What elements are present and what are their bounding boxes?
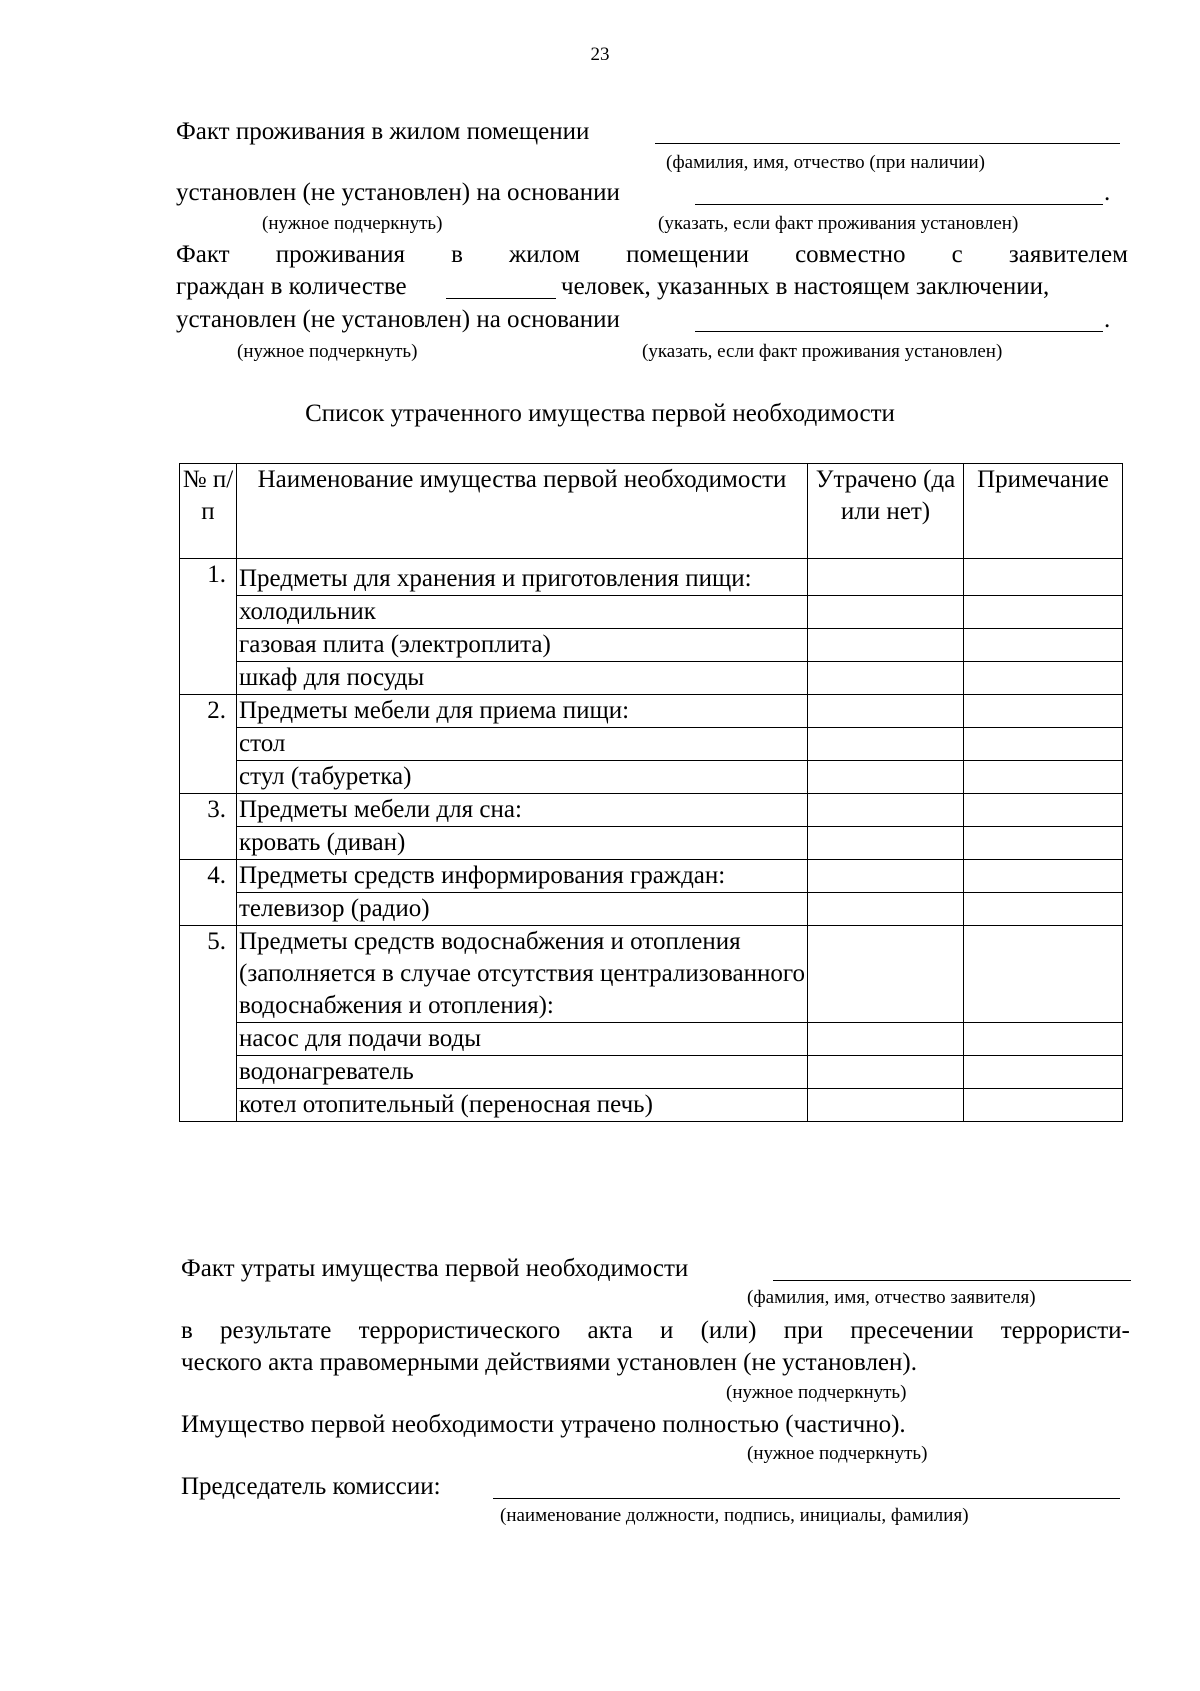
word: пресечении [850,1317,974,1344]
table-row [180,596,1123,629]
item-name: насос для подачи воды [237,1023,808,1056]
word: акта [587,1317,633,1344]
lost-cell[interactable] [808,695,964,728]
basis-blank-2[interactable] [695,331,1103,332]
residence-fact-line: Факт проживания в жилом помещении [176,118,590,145]
underline-hint-3: (нужное подчеркнуть) [726,1382,907,1403]
underline-hint-1: (нужное подчеркнуть) [262,213,443,234]
lost-cell[interactable] [808,596,964,629]
citizens-count-label: граждан в количестве [176,273,407,300]
row-number: 4. [180,860,237,893]
row-number [180,893,237,926]
basis-blank-1[interactable] [695,204,1103,205]
table-row [180,794,1123,827]
item-name: водонагреватель [237,1056,808,1089]
word: террористического [358,1317,561,1344]
count-blank[interactable] [446,298,556,299]
basis-hint-2: (указать, если факт проживания установлен) [642,341,1003,362]
lost-cell[interactable] [808,662,964,695]
table-row [180,860,1123,893]
word: Факт [176,241,230,268]
table-row [180,629,1123,662]
name-blank[interactable] [655,143,1120,144]
table-row [180,1089,1123,1122]
page-number: 23 [590,44,610,65]
basis-hint-1: (указать, если факт проживания установлен) [658,213,1019,234]
word: проживания [275,241,405,268]
row-number [180,1056,237,1089]
table-row [180,1023,1123,1056]
row-number: 5. [180,926,237,1023]
note-cell[interactable] [964,1089,1123,1122]
word: заявителем [1008,241,1128,268]
table-row [180,695,1123,728]
lost-cell[interactable] [808,728,964,761]
row-number: 2. [180,695,237,728]
chairman-blank[interactable] [493,1498,1120,1499]
row-number [180,1023,237,1056]
row-number [180,629,237,662]
item-name: кровать (диван) [237,827,808,860]
period-2: . [1104,306,1111,333]
word: совместно [795,241,906,268]
terror-act-line-2: ческого акта правомерными действиями установлен (не установлен). [181,1349,917,1376]
lost-cell[interactable] [808,559,964,596]
cohabitants-line [176,240,1128,270]
header-note: Примечание [964,464,1123,559]
item-name: холодильник [237,596,808,629]
note-cell[interactable] [964,794,1123,827]
note-cell[interactable] [964,860,1123,893]
lost-cell[interactable] [808,761,964,794]
table-row [180,761,1123,794]
table-title: Список утраченного имущества первой необходимости [305,400,895,427]
underline-hint-2: (нужное подчеркнуть) [237,341,418,362]
item-name: Предметы средств информирования граждан: [237,860,808,893]
established-basis-line: установлен (не установлен) на основании [176,179,620,206]
item-name: Предметы средств водоснабжения и отопления (заполняется в случае отсутствия централизованного водоснабжения и отопления): [237,926,808,1023]
underline-hint-4: (нужное подчеркнуть) [747,1443,928,1464]
item-name: Предметы мебели для сна: [237,794,808,827]
table-row [180,827,1123,860]
note-cell[interactable] [964,728,1123,761]
note-cell[interactable] [964,596,1123,629]
note-cell[interactable] [964,1056,1123,1089]
note-cell[interactable] [964,1023,1123,1056]
lost-cell[interactable] [808,1023,964,1056]
header-number: № п/п [180,464,237,559]
word: результате [220,1317,332,1344]
lost-cell[interactable] [808,893,964,926]
word: жилом [509,241,581,268]
table-row [180,728,1123,761]
chairman-label: Председатель комиссии: [181,1473,441,1500]
period-1: . [1104,179,1111,206]
lost-cell[interactable] [808,827,964,860]
note-cell[interactable] [964,926,1123,1023]
table-row [180,893,1123,926]
item-name: газовая плита (электроплита) [237,629,808,662]
note-cell[interactable] [964,827,1123,860]
word: помещении [626,241,749,268]
table-row [180,1056,1123,1089]
table-header-row [180,464,1123,559]
chairman-hint: (наименование должности, подпись, инициалы, фамилия) [500,1505,969,1526]
note-cell[interactable] [964,761,1123,794]
word: с [951,241,963,268]
table-row [180,926,1123,1023]
header-lost: Утрачено (да или нет) [808,464,964,559]
citizens-count-tail: человек, указанных в настоящем заключении, [561,273,1050,300]
item-name: стол [237,728,808,761]
applicant-name-blank[interactable] [773,1280,1131,1281]
lost-cell[interactable] [808,794,964,827]
word: (или) [700,1317,757,1344]
table-row [180,662,1123,695]
word: террористи- [1000,1317,1130,1344]
property-table [179,463,1123,1122]
row-number [180,1089,237,1122]
note-cell[interactable] [964,559,1123,596]
item-name: Предметы для хранения и приготовления пищи: [237,559,808,596]
row-number [180,662,237,695]
lost-cell[interactable] [808,629,964,662]
item-name: котел отопительный (переносная печь) [237,1089,808,1122]
lost-cell[interactable] [808,1089,964,1122]
name-hint: (фамилия, имя, отчество (при наличии) [666,152,985,173]
note-cell[interactable] [964,629,1123,662]
item-name: телевизор (радио) [237,893,808,926]
lost-cell[interactable] [808,1056,964,1089]
row-number: 3. [180,794,237,827]
lost-cell[interactable] [808,860,964,893]
note-cell[interactable] [964,695,1123,728]
table-row [180,559,1123,596]
item-name: стул (табуретка) [237,761,808,794]
applicant-name-hint: (фамилия, имя, отчество заявителя) [747,1287,1036,1308]
row-number [180,728,237,761]
terror-act-line [181,1316,1130,1346]
note-cell[interactable] [964,893,1123,926]
row-number [180,596,237,629]
word: при [783,1317,823,1344]
lost-extent-line: Имущество первой необходимости утрачено полностью (частично). [181,1411,906,1438]
header-name: Наименование имущества первой необходимости [237,464,808,559]
note-cell[interactable] [964,662,1123,695]
table-body [180,559,1123,1122]
established-basis-line-2: установлен (не установлен) на основании [176,306,620,333]
word: и [659,1317,674,1344]
item-name: шкаф для посуды [237,662,808,695]
item-name: Предметы мебели для приема пищи: [237,695,808,728]
lost-cell[interactable] [808,926,964,1023]
word: в [451,241,463,268]
row-number: 1. [180,559,237,596]
word: в [181,1317,193,1344]
row-number [180,827,237,860]
row-number [180,761,237,794]
loss-fact-line: Факт утраты имущества первой необходимости [181,1255,689,1282]
